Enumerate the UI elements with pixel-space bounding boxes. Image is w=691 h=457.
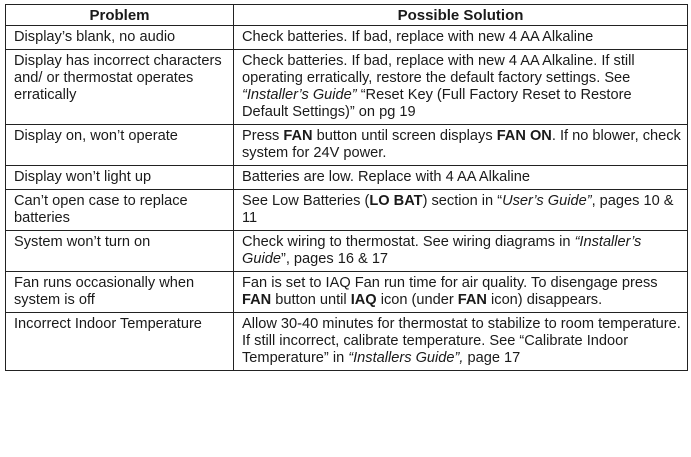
solution-text-segment: “Installer’s Guide: [242, 234, 642, 267]
solution-text-segment: ) section in “: [422, 193, 503, 209]
solution-cell: [234, 313, 688, 371]
solution-text-segment: Check batteries. If bad, replace with new 4 AA Alkaline: [242, 29, 594, 45]
solution-text-segment: Check wiring to thermostat. See wiring diagrams in: [242, 234, 575, 250]
solution-text-segment: Press: [242, 128, 284, 144]
solution-text-segment: “Installer’s Guide”: [242, 87, 357, 103]
problem-cell: Incorrect Indoor Temperature: [6, 313, 234, 371]
table-row: [6, 125, 688, 166]
header-possible-solution: Possible Solution: [234, 5, 688, 26]
solution-text-segment: LO BAT: [369, 193, 423, 209]
problem-cell: Can’t open case to replace batteries: [6, 190, 234, 231]
table-row: [6, 272, 688, 313]
table-row: [6, 231, 688, 272]
problem-cell: Display won’t light up: [6, 166, 234, 190]
solution-cell: [234, 272, 688, 313]
problem-cell: System won’t turn on: [6, 231, 234, 272]
solution-text-segment: icon) disappears.: [486, 292, 603, 308]
troubleshooting-table-container: [5, 4, 687, 371]
solution-text-segment: ”, pages 16 & 17: [280, 251, 389, 267]
solution-cell: [234, 50, 688, 125]
table-row: [6, 313, 688, 371]
solution-text-segment: “Installers Guide”,: [348, 350, 464, 366]
solution-text-segment: icon (under: [376, 292, 458, 308]
solution-text-segment: Allow 30-40 minutes for thermostat to stabilize to room temperature. If still incorrect, calibrate temperature. See “Calibrate Indoor Temperature” in: [242, 316, 681, 366]
solution-text-segment: IAQ: [350, 292, 377, 308]
table-row: [6, 26, 688, 50]
problem-cell: Display has incorrect characters and/ or thermostat operates erratically: [6, 50, 234, 125]
solution-text-segment: Fan is set to IAQ Fan run time for air quality. To disengage press: [242, 275, 658, 291]
solution-text-segment: See Low Batteries (: [242, 193, 370, 209]
table-header-row: [6, 5, 688, 26]
solution-text-segment: “Reset Key (Full Factory Reset to Restore Default Settings)” on pg 19: [242, 87, 632, 120]
table-row: [6, 50, 688, 125]
solution-text-segment: button until screen displays: [312, 128, 497, 144]
problem-cell: Fan runs occasionally when system is off: [6, 272, 234, 313]
solution-text-segment: button until: [271, 292, 351, 308]
problem-cell: Display on, won’t operate: [6, 125, 234, 166]
table-row: [6, 190, 688, 231]
header-problem: Problem: [6, 5, 234, 26]
solution-text-segment: FAN: [457, 292, 487, 308]
solution-cell: [234, 190, 688, 231]
table-body: [6, 26, 688, 371]
solution-text-segment: FAN: [242, 292, 272, 308]
solution-text-segment: , pages 10 & 11: [242, 193, 674, 226]
solution-text-segment: . If no blower, check system for 24V power.: [242, 128, 681, 161]
solution-text-segment: FAN: [283, 128, 313, 144]
solution-text-segment: page 17: [463, 350, 521, 366]
solution-text-segment: User’s Guide”: [502, 193, 592, 209]
problem-cell: Display’s blank, no audio: [6, 26, 234, 50]
table-row: [6, 166, 688, 190]
solution-text-segment: Check batteries. If bad, replace with new 4 AA Alkaline. If still operating erratically, restore the default factory settings. See: [242, 53, 635, 86]
solution-cell: [234, 231, 688, 272]
solution-text-segment: FAN ON: [496, 128, 552, 144]
solution-text-segment: Batteries are low. Replace with 4 AA Alkaline: [242, 169, 530, 185]
solution-cell: [234, 125, 688, 166]
troubleshooting-table: [5, 4, 688, 371]
solution-cell: [234, 166, 688, 190]
solution-cell: [234, 26, 688, 50]
